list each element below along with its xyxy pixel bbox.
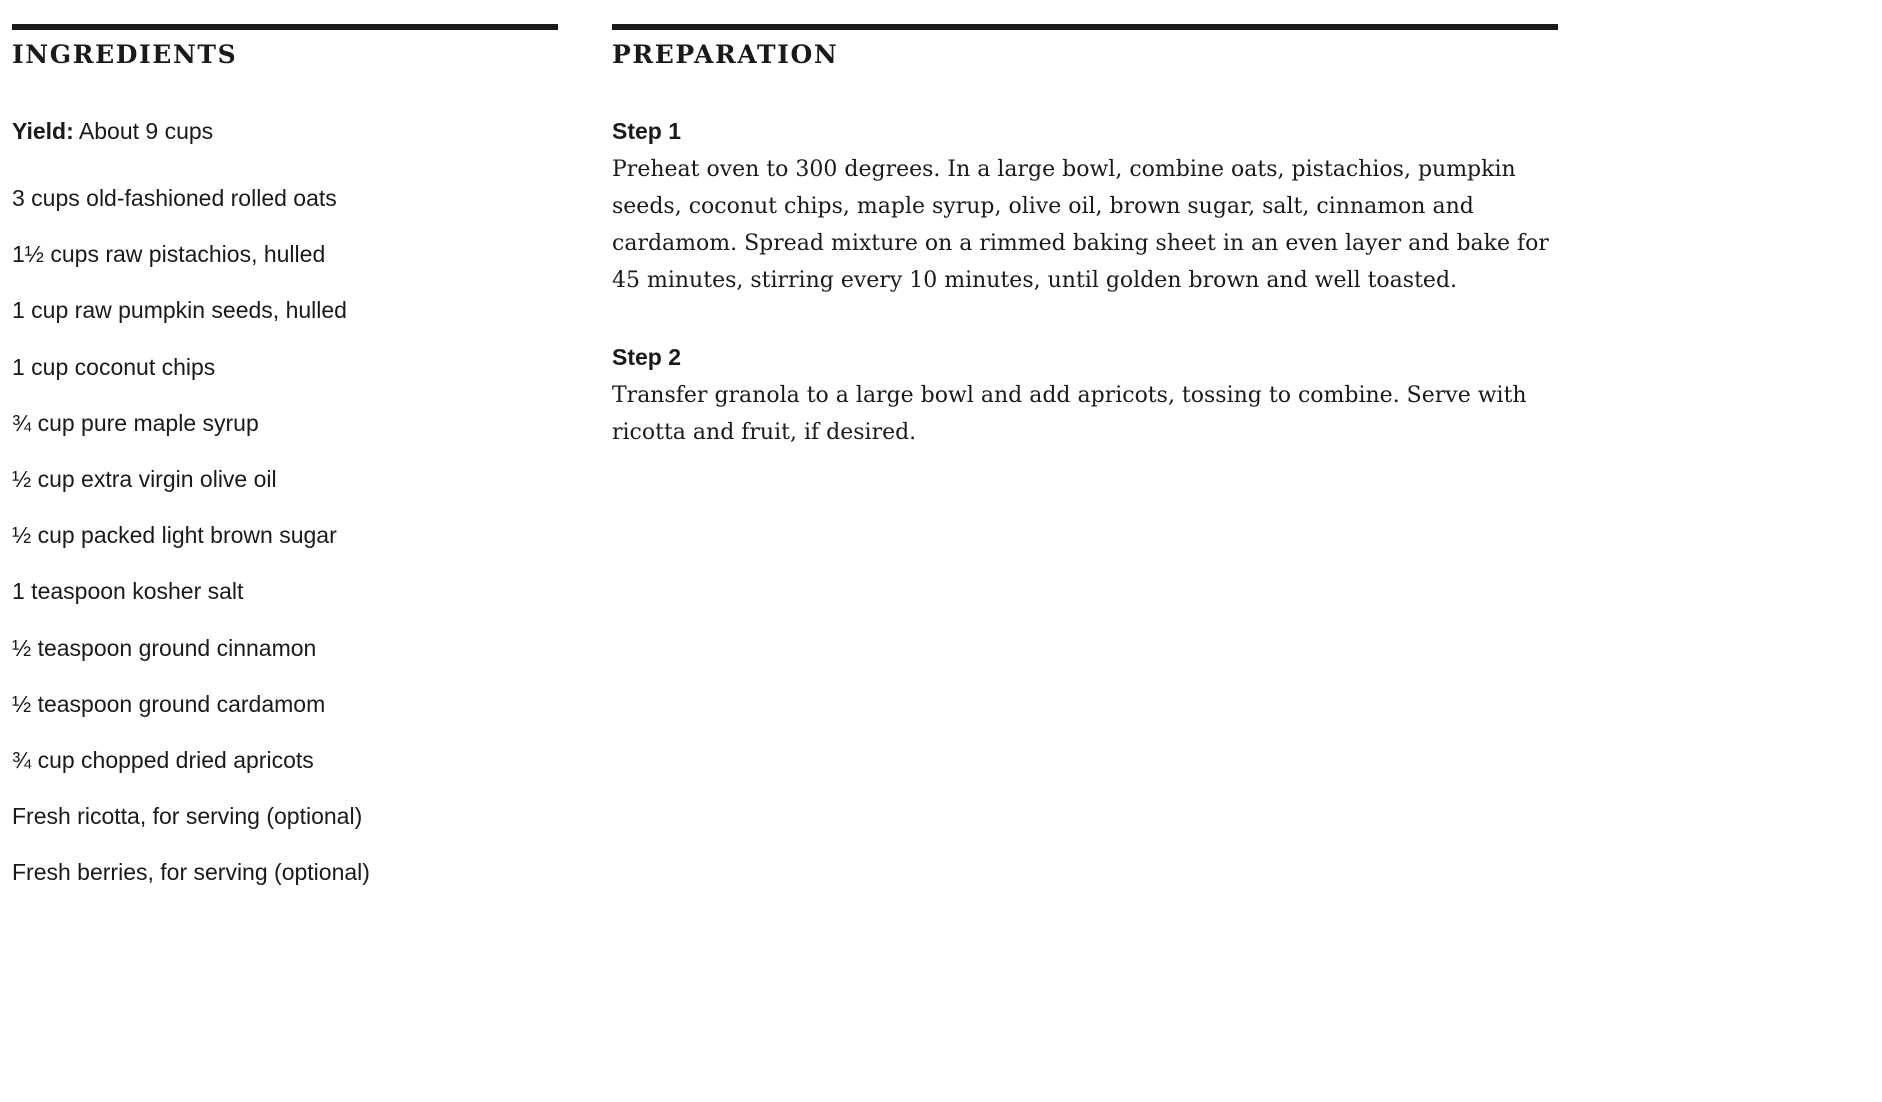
ingredient-item: 1 cup coconut chips	[12, 353, 216, 380]
ingredient-item: 1 teaspoon kosher salt	[12, 578, 244, 605]
preparation-heading: PREPARATION	[612, 40, 839, 69]
ingredient-item: 1 cup raw pumpkin seeds, hulled	[12, 297, 347, 324]
yield-label: Yield:	[12, 118, 74, 144]
ingredient-item: ¾ cup pure maple syrup	[12, 409, 259, 436]
ingredient-item: 3 cups old-fashioned rolled oats	[12, 185, 337, 211]
ingredient-item: 1½ cups raw pistachios, hulled	[12, 241, 326, 268]
step-2	[612, 342, 1558, 451]
preparation-section	[612, 24, 1558, 473]
preparation-divider	[612, 24, 1558, 30]
ingredient-item: ¾ cup chopped dried apricots	[12, 746, 314, 773]
yield-value: About 9 cups	[78, 118, 214, 144]
ingredients-divider	[12, 24, 558, 30]
ingredient-list	[12, 183, 558, 913]
step-label: Step 2	[612, 344, 682, 370]
ingredient-item: ½ cup packed light brown sugar	[12, 522, 337, 549]
step-text: Transfer granola to a large bowl and add apricots, tossing to combine. Serve with ricotta and fruit, if desired.	[612, 383, 1527, 445]
ingredient-item: ½ teaspoon ground cinnamon	[12, 634, 317, 661]
ingredient-item: Fresh ricotta, for serving (optional)	[12, 803, 363, 830]
step-label: Step 1	[612, 118, 682, 144]
ingredients-section	[12, 24, 558, 913]
yield-line	[12, 116, 558, 146]
step-1	[612, 116, 1558, 299]
ingredient-item: ½ cup extra virgin olive oil	[12, 465, 277, 492]
step-text: Preheat oven to 300 degrees. In a large bowl, combine oats, pistachios, pumpkin seeds, coconut chips, maple syrup, olive oil, brown sugar, salt, cinnamon and cardamom. Spread mixture on a rimmed baking sheet in an even layer and bake for 45 minutes, stirring every 10 minutes, until golden brown and well toasted.	[612, 157, 1549, 293]
ingredients-heading: INGREDIENTS	[12, 40, 238, 69]
ingredient-item: ½ teaspoon ground cardamom	[12, 690, 326, 717]
ingredient-item: Fresh berries, for serving (optional)	[12, 859, 370, 886]
